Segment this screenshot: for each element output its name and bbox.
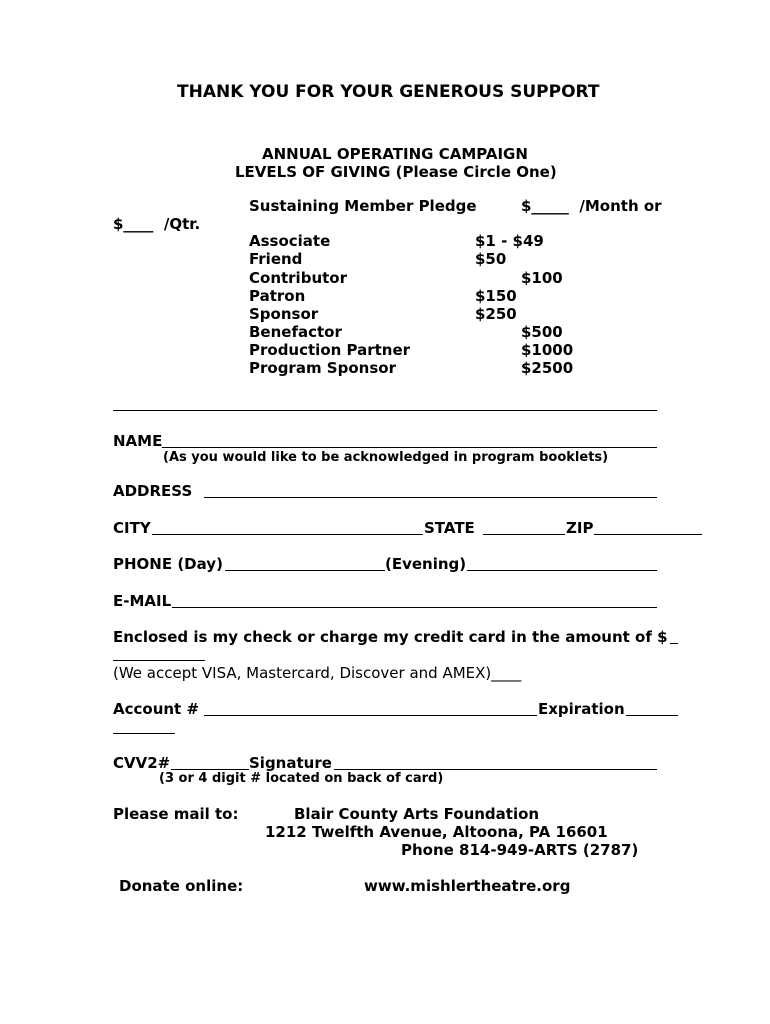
address-label: ADDRESS: [113, 482, 193, 500]
city-label: CITY: [113, 519, 151, 537]
signature-field[interactable]: [334, 769, 657, 770]
level-amount: $100: [521, 269, 563, 287]
cvv-field[interactable]: [171, 769, 249, 770]
sustaining-qtr: $____ /Qtr.: [113, 215, 201, 233]
page-title: THANK YOU FOR YOUR GENEROUS SUPPORT: [177, 82, 600, 102]
level-amount: $50: [475, 250, 507, 268]
amount-field-start[interactable]: [670, 643, 678, 644]
cvv-label: CVV2#: [113, 754, 171, 772]
name-label: NAME: [113, 432, 163, 450]
city-field[interactable]: [152, 534, 423, 535]
level-name: Associate: [249, 232, 331, 250]
email-label: E-MAIL: [113, 592, 172, 610]
sustaining-label: Sustaining Member Pledge: [249, 197, 477, 215]
enclosed-text: Enclosed is my check or charge my credit card in the amount of $: [113, 628, 668, 646]
name-field[interactable]: [162, 447, 657, 448]
level-amount: $250: [475, 305, 517, 323]
expiration-field-cont[interactable]: [113, 733, 175, 734]
accept-text: (We accept VISA, Mastercard, Discover and AMEX)____: [113, 664, 522, 682]
online-url[interactable]: www.mishlertheatre.org: [364, 877, 571, 895]
mail-address: 1212 Twelfth Avenue, Altoona, PA 16601: [265, 823, 608, 841]
level-name: Sponsor: [249, 305, 319, 323]
email-field[interactable]: [172, 607, 657, 608]
phone-evening-label: (Evening): [385, 555, 467, 573]
level-amount: $150: [475, 287, 517, 305]
level-name: Patron: [249, 287, 306, 305]
cvv-note: (3 or 4 digit # located on back of card): [159, 771, 444, 786]
expiration-label: Expiration: [538, 700, 625, 718]
expiration-field[interactable]: [626, 715, 678, 716]
level-name: Production Partner: [249, 341, 411, 359]
address-field[interactable]: [204, 497, 657, 498]
name-note: (As you would like to be acknowledged in program booklets): [163, 450, 609, 465]
phone-evening-field[interactable]: [467, 570, 657, 571]
amount-field[interactable]: [113, 660, 205, 661]
state-label: STATE: [424, 519, 475, 537]
level-name: Benefactor: [249, 323, 342, 341]
level-amount: $2500: [521, 359, 574, 377]
zip-label: ZIP: [566, 519, 594, 537]
signature-label: Signature: [249, 754, 332, 772]
phone-day-field[interactable]: [225, 570, 385, 571]
level-name: Program Sponsor: [249, 359, 396, 377]
mail-phone: Phone 814-949-ARTS (2787): [401, 841, 639, 859]
level-name: Contributor: [249, 269, 347, 287]
level-amount: $1000: [521, 341, 574, 359]
level-name: Friend: [249, 250, 303, 268]
separator-line: [113, 410, 657, 411]
mail-label: Please mail to:: [113, 805, 239, 823]
zip-field[interactable]: [594, 534, 702, 535]
level-amount: $1 - $49: [475, 232, 544, 250]
sustaining-month: $_____ /Month or: [521, 197, 662, 215]
levels-heading: LEVELS OF GIVING (Please Circle One): [235, 163, 557, 181]
state-field[interactable]: [483, 534, 565, 535]
online-label: Donate online:: [119, 877, 244, 895]
phone-day-label: PHONE (Day): [113, 555, 223, 573]
campaign-title: ANNUAL OPERATING CAMPAIGN: [262, 145, 528, 163]
mail-org: Blair County Arts Foundation: [294, 805, 540, 823]
account-field[interactable]: [204, 715, 537, 716]
account-label: Account #: [113, 700, 200, 718]
level-amount: $500: [521, 323, 563, 341]
